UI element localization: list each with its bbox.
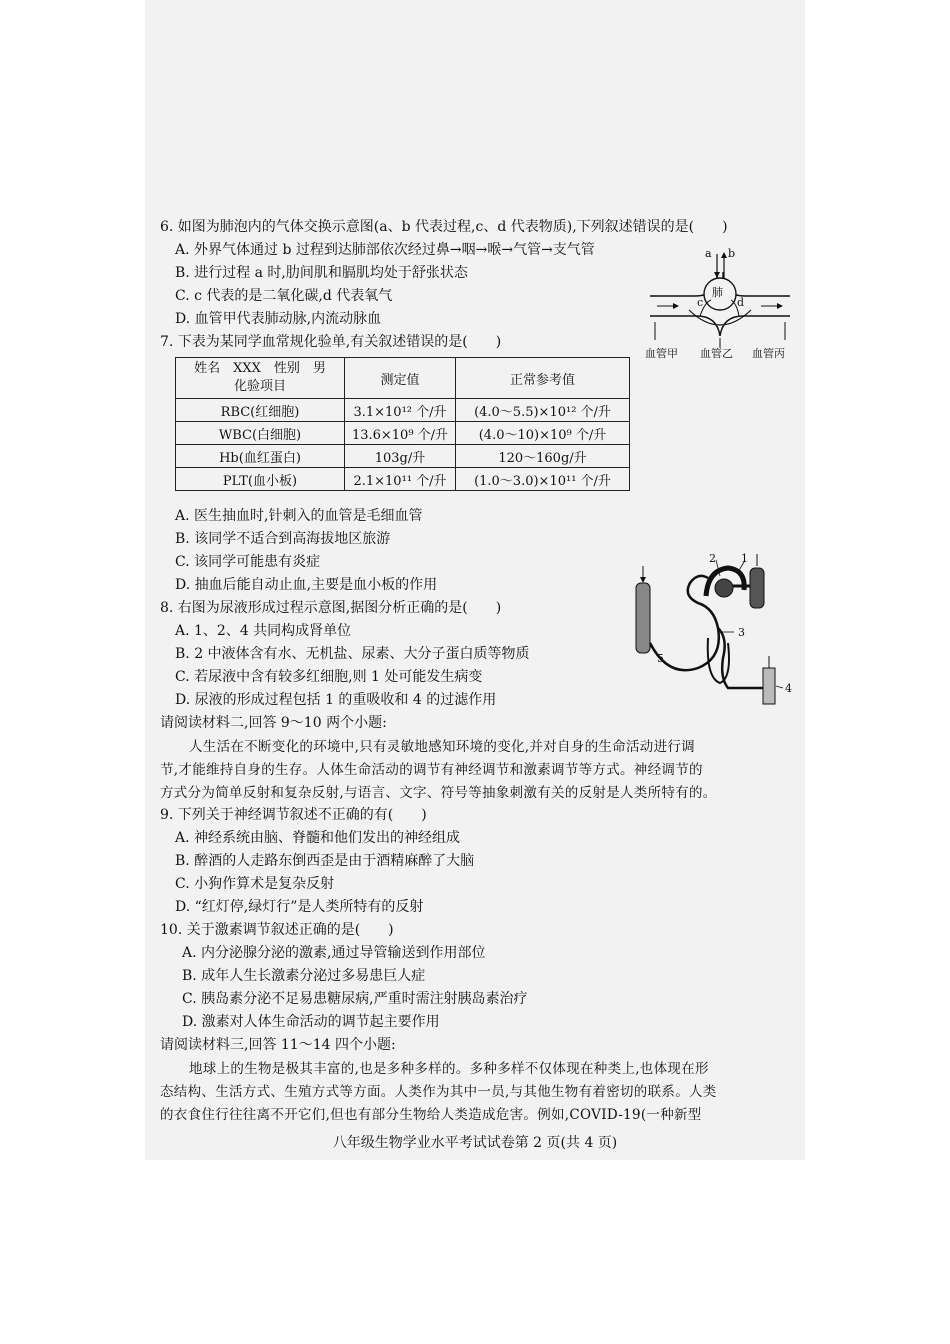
blood-test-table: [175, 357, 630, 491]
q10-option-d: D. 激素对人体生命活动的调节起主要作用: [182, 1014, 440, 1030]
q6-option-c: C. c 代表的是二氧化碳,d 代表氧气: [175, 288, 393, 304]
q8-option-c: C. 若尿液中含有较多红细胞,则 1 处可能发生病变: [175, 669, 483, 685]
table-cell-ref: (4.0～5.5)×10¹² 个/升: [456, 399, 630, 422]
q6-stem: 6. 如图为肺泡内的气体交换示意图(a、b 代表过程,c、d 代表物质),下列叙述错误的是( ): [160, 219, 728, 235]
q8-option-b: B. 2 中液体含有水、无机盐、尿素、大分子蛋白质等物质: [175, 646, 530, 662]
q10-option-c: C. 胰岛素分泌不足易患糖尿病,严重时需注射胰岛素治疗: [182, 991, 528, 1007]
q7-option-c: C. 该同学可能患有炎症: [175, 554, 321, 570]
q8-stem: 8. 右图为尿液形成过程示意图,据图分析正确的是( ): [160, 600, 502, 616]
table-cell-item: PLT(血小板): [176, 468, 345, 491]
diagram-label-b: b: [728, 247, 736, 260]
material2-line-1: 人生活在不断变化的环境中,只有灵敏地感知环境的变化,并对自身的生命活动进行调: [189, 739, 695, 755]
diagram-label-a: a: [705, 247, 712, 260]
material3-intro: 请阅读材料三,回答 11～14 四个小题:: [160, 1037, 396, 1053]
table-cell-ref: (1.0～3.0)×10¹¹ 个/升: [456, 468, 630, 491]
table-header-reference: 正常参考值: [456, 358, 630, 399]
table-row: [176, 399, 630, 422]
table-cell-ref: 120～160g/升: [456, 445, 630, 468]
q7-option-b: B. 该同学不适合到高海拔地区旅游: [175, 531, 391, 547]
table-cell-ref: (4.0～10)×10⁹ 个/升: [456, 422, 630, 445]
table-cell-value: 2.1×10¹¹ 个/升: [345, 468, 456, 491]
material3-line-3: 的衣食住行往往离不开它们,但也有部分生物给人类造成危害。例如,COVID-19(一种新型: [160, 1107, 702, 1123]
q9-option-c: C. 小狗作算术是复杂反射: [175, 876, 335, 892]
table-header-measured: 测定值: [345, 358, 456, 399]
table-row: [176, 468, 630, 491]
material3-line-2: 态结构、生活方式、生殖方式等方面。人类作为其中一员,与其他生物有着密切的联系。人类: [160, 1084, 717, 1100]
q9-option-d: D. “红灯停,绿灯行”是人类所特有的反射: [175, 899, 424, 915]
table-row: [176, 422, 630, 445]
nephron-label-4: 4: [785, 682, 792, 695]
material2-line-3: 方式分为简单反射和复杂反射,与语言、文字、符号等抽象刺激有关的反射是人类所特有的。: [160, 785, 717, 801]
table-cell-value: 13.6×10⁹ 个/升: [345, 422, 456, 445]
q10-option-b: B. 成年人生长激素分泌过多易患巨人症: [182, 968, 426, 984]
q7-option-a: A. 医生抽血时,针刺入的血管是毛细血管: [175, 508, 423, 524]
q8-option-d: D. 尿液的形成过程包括 1 的重吸收和 4 的过滤作用: [175, 692, 497, 708]
table-cell-item: WBC(白细胞): [176, 422, 345, 445]
nephron-diagram: [628, 548, 798, 708]
q10-option-a: A. 内分泌腺分泌的激素,通过导管输送到作用部位: [182, 945, 486, 961]
q9-option-a: A. 神经系统由脑、脊髓和他们发出的神经组成: [175, 830, 461, 846]
material2-line-2: 节,才能维持自身的生存。人体生命活动的调节有神经调节和激素调节等方式。神经调节的: [160, 762, 703, 778]
q10-stem: 10. 关于激素调节叙述正确的是( ): [160, 922, 394, 938]
nephron-label-3: 3: [738, 626, 745, 639]
q6-option-b: B. 进行过程 a 时,肋间肌和膈肌均处于舒张状态: [175, 265, 468, 281]
diagram-label-c: c: [697, 296, 704, 309]
table-row: [176, 445, 630, 468]
nephron-label-1: 1: [741, 552, 748, 565]
q8-option-a: A. 1、2、4 共同构成肾单位: [175, 623, 352, 639]
nephron-label-5: 5: [657, 652, 664, 665]
vessel-bing-label: 血管丙: [752, 347, 785, 360]
diagram-label-d: d: [737, 296, 745, 309]
q7-option-d: D. 抽血后能自动止血,主要是血小板的作用: [175, 577, 438, 593]
q9-stem: 9. 下列关于神经调节叙述不正确的有( ): [160, 807, 427, 823]
table-cell-item: RBC(红细胞): [176, 399, 345, 422]
q9-option-b: B. 醉酒的人走路东倒西歪是由于酒精麻醉了大脑: [175, 853, 475, 869]
table-cell-item: Hb(血红蛋白): [176, 445, 345, 468]
table-header-name: 姓名 XXX 性别 男: [194, 361, 326, 376]
alveolus-diagram: [645, 244, 795, 362]
vessel-yi-label: 血管乙: [700, 347, 733, 360]
table-cell-value: 103g/升: [345, 445, 456, 468]
vessel-jia-label: 血管甲: [645, 347, 678, 360]
nephron-label-2: 2: [709, 552, 716, 565]
table-header-item: 化验项目: [233, 379, 286, 394]
page-footer: 八年级生物学业水平考试试卷第 2 页(共 4 页): [332, 1135, 618, 1151]
diagram-label-lung: 肺: [712, 286, 723, 299]
material3-line-1: 地球上的生物是极其丰富的,也是多种多样的。多种多样不仅体现在种类上,也体现在形: [189, 1061, 709, 1077]
q6-option-d: D. 血管甲代表肺动脉,内流动脉血: [175, 311, 382, 327]
table-header-name-cell: [176, 358, 345, 399]
table-cell-value: 3.1×10¹² 个/升: [345, 399, 456, 422]
material2-intro: 请阅读材料二,回答 9～10 两个小题:: [160, 715, 387, 731]
q6-option-a: A. 外界气体通过 b 过程到达肺部依次经过鼻→咽→喉→气管→支气管: [175, 242, 595, 258]
q7-stem: 7. 下表为某同学血常规化验单,有关叙述错误的是( ): [160, 334, 502, 350]
